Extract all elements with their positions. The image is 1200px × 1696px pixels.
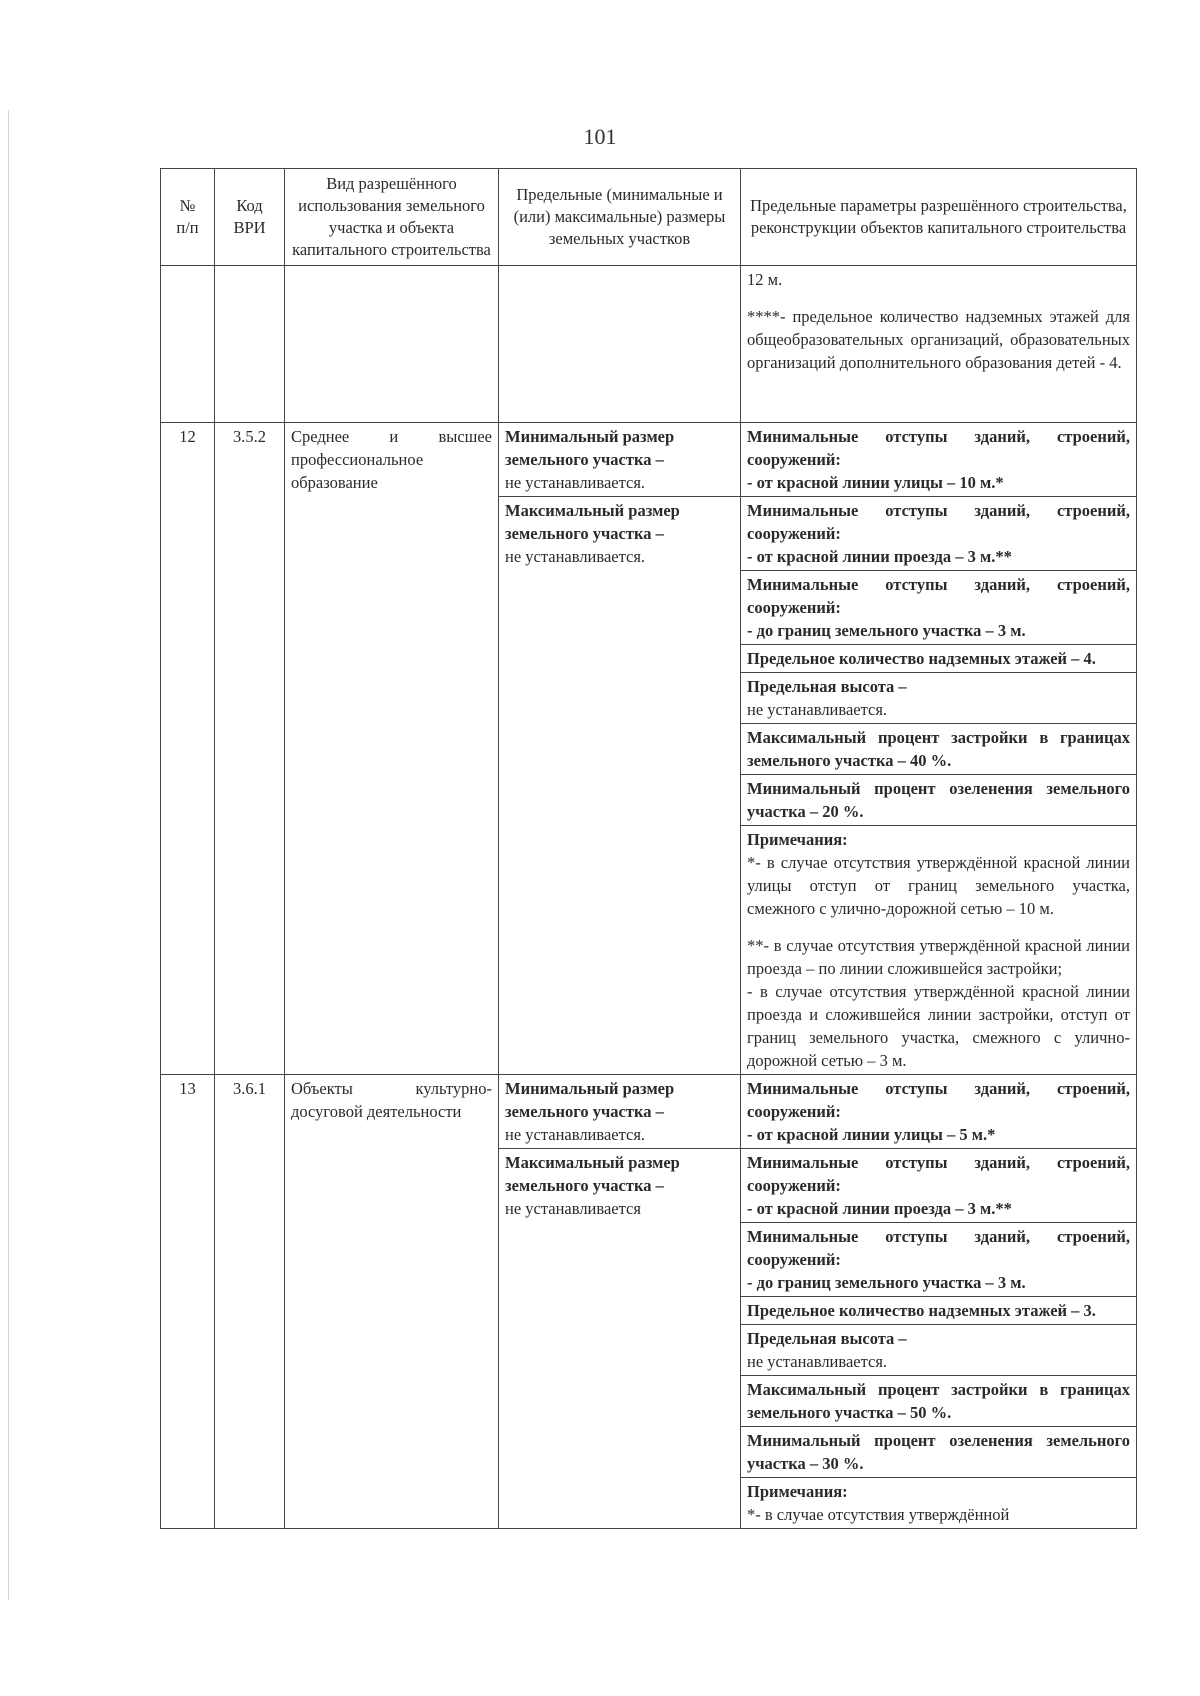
continuation-note: ****- предельное количество надземных этажей для общеобразовательных организаций, образовательных организаций дополнительного образования детей - 4. (747, 307, 1130, 372)
header-num: № п/п (161, 169, 215, 266)
notes-title: Примечания: (747, 830, 848, 849)
zoning-table (160, 168, 1137, 1529)
param-title: Предельная высота – (747, 1329, 907, 1348)
row13-notes (741, 1478, 1137, 1529)
row12-notes (741, 826, 1137, 1075)
row12-min-size (499, 423, 741, 497)
min-size-title: Минимальный размер земельного участка – (505, 427, 675, 469)
scan-margin-line (8, 110, 9, 1600)
table-header-row (161, 169, 1137, 266)
row13-name: Объекты культурно-досуговой деятельности (285, 1075, 499, 1529)
param-title: Предельная высота – (747, 677, 907, 696)
row13-param-4: Предельное количество надземных этажей – 3. (741, 1297, 1137, 1325)
row12-param-5 (741, 673, 1137, 724)
header-use-type: Вид разрешённого использования земельного участка и объекта капитального строительства (285, 169, 499, 266)
param-value: - от красной линии проезда – 3 м.** (747, 547, 1012, 566)
min-size-value: не устанавливается. (505, 1125, 646, 1144)
row12-param-4: Предельное количество надземных этажей – 4. (741, 645, 1137, 673)
param-title: Минимальные отступы зданий, строений, сооружений: (747, 1227, 1130, 1269)
note-1: *- в случае отсутствия утверждённой (747, 1505, 1010, 1524)
table-row (161, 1075, 1137, 1149)
param-value: не устанавливается. (747, 1352, 888, 1371)
header-code: Код ВРИ (215, 169, 285, 266)
continuation-line: 12 м. (747, 270, 783, 289)
row12-param-3 (741, 571, 1137, 645)
row13-num: 13 (161, 1075, 215, 1529)
max-size-value: не устанавливается. (505, 547, 646, 566)
param-value: - от красной линии улицы – 10 м.* (747, 473, 1004, 492)
param-value: - до границ земельного участка – 3 м. (747, 1273, 1026, 1292)
param-title: Минимальные отступы зданий, строений, сооружений: (747, 427, 1130, 469)
row13-param-6: Максимальный процент застройки в границах земельного участка – 50 %. (741, 1376, 1137, 1427)
max-size-title: Максимальный размер земельного участка – (505, 501, 680, 543)
continuation-cell (741, 266, 1137, 423)
notes-title: Примечания: (747, 1482, 848, 1501)
row12-param-7: Минимальный процент озеленения земельного участка – 20 %. (741, 775, 1137, 826)
page-number: 101 (583, 124, 617, 149)
param-title: Минимальные отступы зданий, строений, сооружений: (747, 1153, 1130, 1195)
row13-param-3 (741, 1223, 1137, 1297)
header-params: Предельные параметры разрешённого строительства, реконструкции объектов капитального строительства (741, 169, 1137, 266)
param-value: - от красной линии проезда – 3 м.** (747, 1199, 1012, 1218)
row13-param-2 (741, 1149, 1137, 1223)
note-2: **- в случае отсутствия утверждённой красной линии проезда – по линии сложившейся застройки; (747, 936, 1130, 978)
param-title: Минимальные отступы зданий, строений, сооружений: (747, 501, 1130, 543)
row13-param-5 (741, 1325, 1137, 1376)
table-row (161, 423, 1137, 497)
row13-max-size (499, 1149, 741, 1529)
table-row-continuation (161, 266, 1137, 423)
param-title: Минимальные отступы зданий, строений, сооружений: (747, 575, 1130, 617)
row13-param-1 (741, 1075, 1137, 1149)
param-value: не устанавливается. (747, 700, 888, 719)
max-size-value: не устанавливается (505, 1199, 641, 1218)
header-plot-sizes: Предельные (минимальные и (или) максимальные) размеры земельных участков (499, 169, 741, 266)
param-title: Минимальные отступы зданий, строений, сооружений: (747, 1079, 1130, 1121)
min-size-title: Минимальный размер земельного участка – (505, 1079, 675, 1121)
row13-code: 3.6.1 (215, 1075, 285, 1529)
row12-num: 12 (161, 423, 215, 1075)
param-value: - от красной линии улицы – 5 м.* (747, 1125, 996, 1144)
row12-param-6: Максимальный процент застройки в границах земельного участка – 40 %. (741, 724, 1137, 775)
row12-param-1 (741, 423, 1137, 497)
row13-param-7: Минимальный процент озеленения земельного участка – 30 %. (741, 1427, 1137, 1478)
min-size-value: не устанавливается. (505, 473, 646, 492)
note-3: - в случае отсутствия утверждённой красной линии проезда и сложившейся линии застройки, отступ от границ земельного участка, смежного с улично-дорожной сетью – 3 м. (747, 982, 1130, 1070)
row13-min-size (499, 1075, 741, 1149)
row12-max-size (499, 497, 741, 1075)
param-value: - до границ земельного участка – 3 м. (747, 621, 1026, 640)
row12-param-2 (741, 497, 1137, 571)
note-1: *- в случае отсутствия утверждённой красной линии улицы отступ от границ земельного участка, смежного с улично-дорожной сетью – 10 м. (747, 853, 1130, 918)
row12-name: Среднее и высшее профессиональное образование (285, 423, 499, 1075)
max-size-title: Максимальный размер земельного участка – (505, 1153, 680, 1195)
row12-code: 3.5.2 (215, 423, 285, 1075)
